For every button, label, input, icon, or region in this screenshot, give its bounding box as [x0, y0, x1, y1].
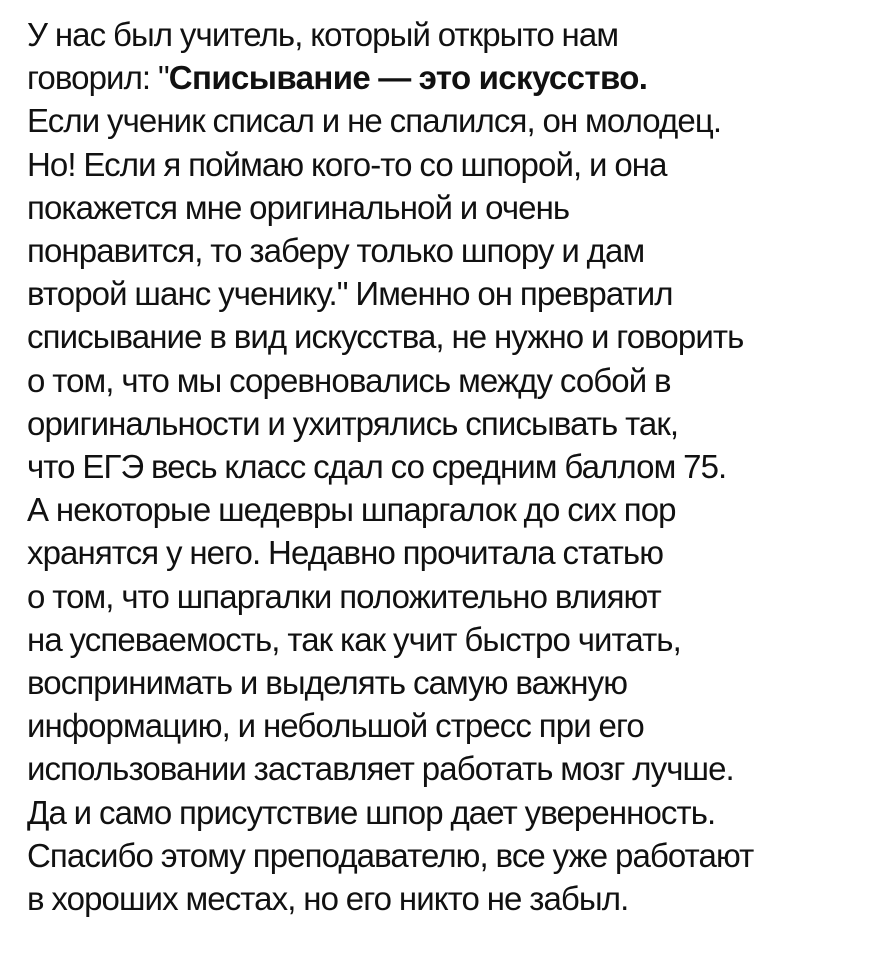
text-line: У нас был учитель, который открыто нам — [27, 16, 619, 53]
text-line: в хороших местах, но его никто не забыл. — [27, 880, 629, 918]
text-line: покажется мне оригинальной и очень — [27, 188, 570, 226]
text-line: Но! Если я поймаю кого-то со шпорой, и она — [27, 145, 667, 183]
text-line: что ЕГЭ весь класс сдал со средним баллом 75. — [27, 448, 727, 486]
post-text — [27, 13, 877, 920]
text-line: использовании заставляет работать мозг лучше. — [27, 750, 734, 788]
text-line: информацию, и небольшой стресс при его — [27, 707, 644, 745]
text-line: воспринимать и выделять самую важную — [27, 664, 628, 702]
text-line: списывание в вид искусства, не нужно и говорить — [27, 318, 744, 356]
text-line: второй шанс ученику." Именно он превратил — [27, 275, 673, 313]
text-line-prefix: говорил: " — [27, 59, 169, 97]
text-line: о том, что мы соревновались между собой в — [27, 361, 671, 399]
text-line: А некоторые шедевры шпаргалок до сих пор — [27, 491, 676, 529]
text-line: Да и само присутствие шпор дает уверенность. — [27, 793, 716, 831]
text-line: хранятся у него. Недавно прочитала статью — [27, 534, 664, 572]
text-line: о том, что шпаргалки положительно влияют — [27, 577, 661, 615]
text-line-with-quote — [27, 56, 877, 99]
text-line: на успеваемость, так как учит быстро читать, — [27, 620, 681, 658]
text-line: понравится, то заберу только шпору и дам — [27, 232, 645, 270]
text-line: Если ученик списал и не спалился, он молодец. — [27, 102, 722, 140]
text-line: оригинальности и ухитрялись списывать так, — [27, 404, 679, 442]
text-line: Спасибо этому преподавателю, все уже работают — [27, 836, 754, 874]
bold-quote: Списывание — это искусство. — [168, 59, 648, 97]
